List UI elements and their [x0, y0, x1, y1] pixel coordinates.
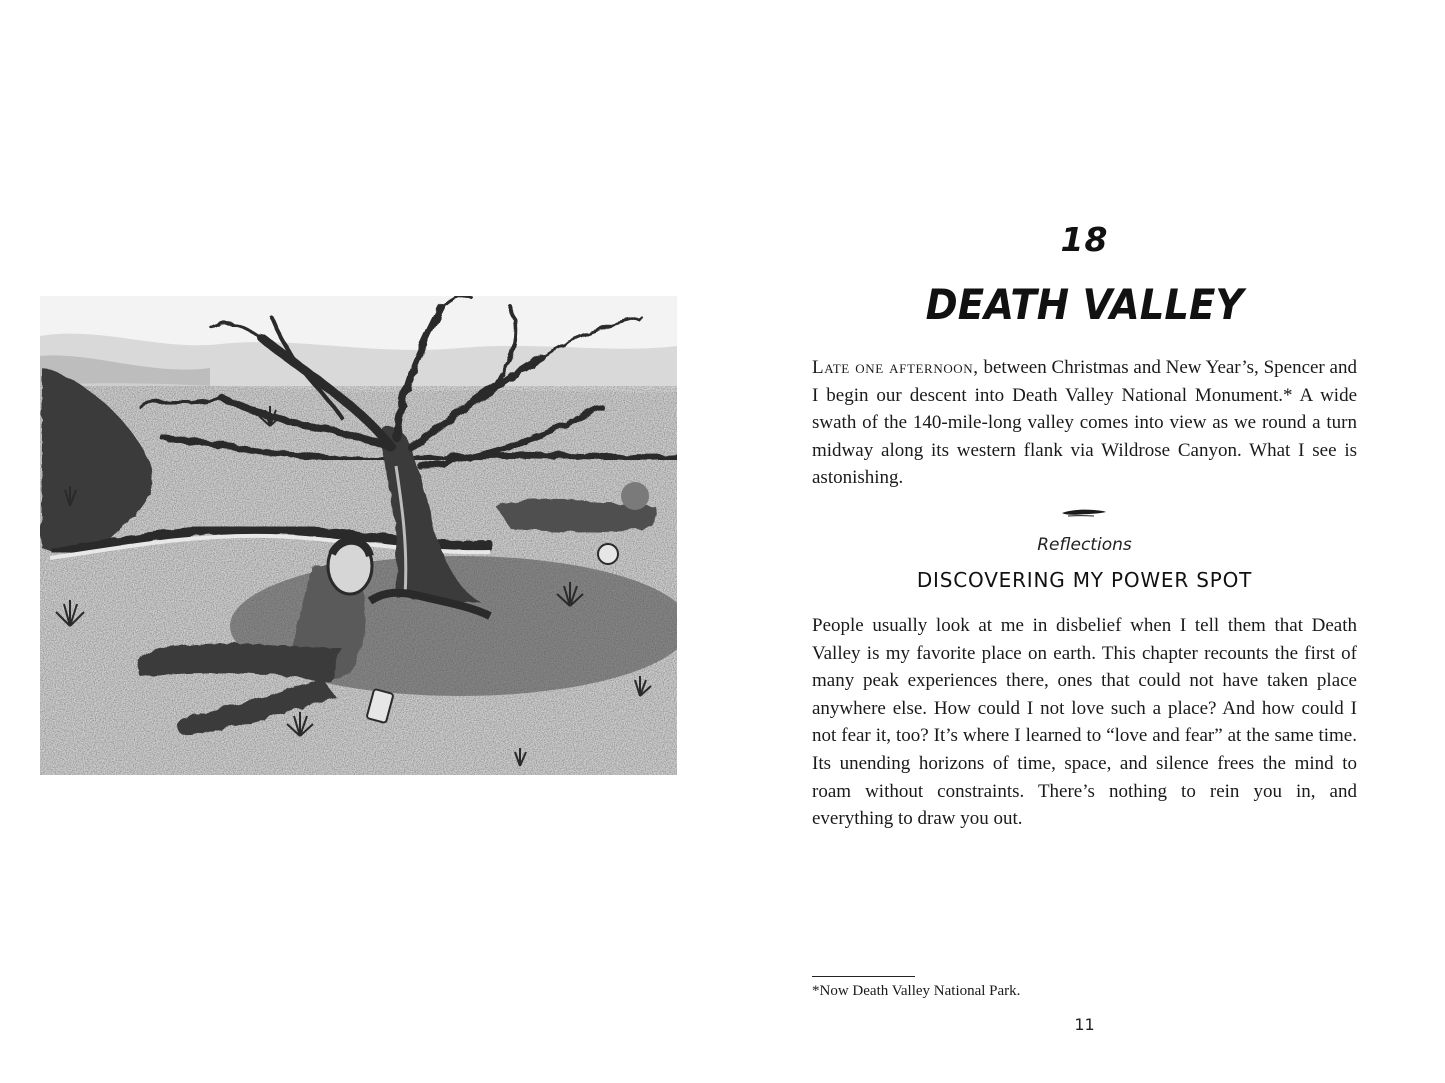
- intro-text: between Christmas and New Year’s, Spencer and I begin our descent into Death Valley National Monument.* A wide swath of the 140-mile-long valley comes into view as we round a turn midway along its western flank via Wildrose Canyon. What I see is astonishing.: [812, 357, 1357, 489]
- brush-stroke-divider: [1060, 505, 1108, 519]
- chapter-title: DEATH VALLEY: [925, 280, 1244, 329]
- page-number: 11: [1074, 1015, 1095, 1034]
- intro-lead-in: Late one afternoon,: [812, 357, 979, 378]
- section-heading: DISCOVERING MY POWER SPOT: [916, 568, 1253, 592]
- footnote: *Now Death Valley National Park.: [812, 983, 1021, 999]
- footnote-rule: [812, 976, 915, 977]
- reflections-label: Reflections: [1037, 535, 1132, 555]
- chapter-number: 18: [1060, 220, 1109, 259]
- intro-paragraph: [812, 354, 1357, 492]
- death-valley-illustration: [40, 296, 677, 775]
- text-page: [812, 0, 1357, 1083]
- reflection-paragraph: People usually look at me in disbelief when I tell them that Death Valley is my favorite place on earth. This chapter recounts the first of many peak experiences there, ones that could not have taken place anywhere else. How could I not love such a place? And how could I not fear it, too? It’s where I learned to “love and fear” at the same time. Its unending horizons of time, space, and silence frees the mind to roam without constraints. There’s nothing to rein you in, and everything to draw you out.: [812, 615, 1357, 830]
